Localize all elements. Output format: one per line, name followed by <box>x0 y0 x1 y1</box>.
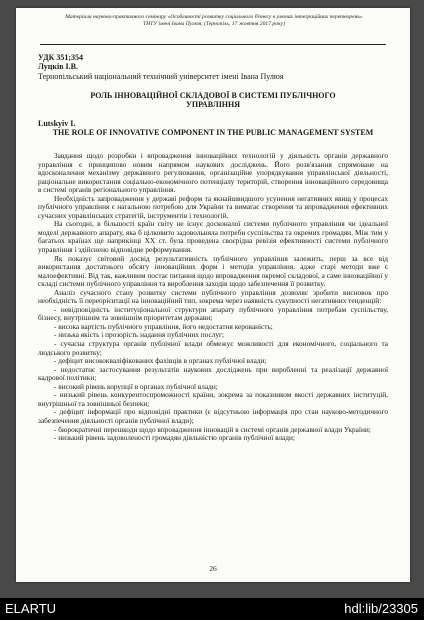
header-rule <box>40 44 386 45</box>
running-header <box>46 14 382 27</box>
list-item: - бюрократичні перешкоди щодо впровадження інновацій в системі органів державної влади України; <box>54 424 371 434</box>
header-line-1: Матеріали науково-практичного семінару «Особливості розвитку соціального бізнесу в умовах інтеграційних перетворень» <box>65 14 363 20</box>
repository-footer-bar <box>0 598 424 620</box>
affiliation: Тернопільський національний технічний університет імені Івана Пулюя <box>38 72 284 81</box>
list-item: - дефіцит висококваліфікованих фахівців в органах публічної влади; <box>54 356 267 366</box>
handle-identifier[interactable]: hdl:lib/23305 <box>344 601 418 616</box>
page-number: 26 <box>209 564 217 573</box>
paragraph: Аналіз сучасного стану розвитку системи публічного управління дозволяє зробити висновок про необхідність її переорієнтації на інноваційний тип, зокрема через наявність сукупності негативних тенденцій: <box>38 287 388 306</box>
author-ukrainian: Луцків І.В. <box>38 62 78 71</box>
list-item: - високий рівень корупції в органах публічної влади; <box>54 381 218 391</box>
paragraph: На сьогодні, в більшості країн світу не існує досконалої системи публічного управління чи ідеальної моделі державного апарату, яка б цілковито задовольняла потреби суспільства та окремих громадян. Між тим у багатьох країнах ще наприкінці ХХ ст. була проведена своєрідна ревізія ефективності системи публічного управління і здійснено відповідне реформування. <box>38 219 388 255</box>
paragraph: Завдання щодо розробки і впровадження інноваційних технологій у діяльність органів державного управління є принципово новим напрямом наукових досліджень. Його розв'язання спрямоване на вдосконалення механізму державного регулювання, організаційне упорядкування управлінської діяльності, раціональне використання соціально-економічного потенціалу територій, створення інноваційного середовища в системі органів регіонального управління. <box>38 151 388 195</box>
list-item: - дефіцит інформації про відповідні практики (є відсутньою інформація про стан науково-методичного забезпечення діяльності органів публічної влади); <box>38 407 388 425</box>
list-item: - недостатнє застосування результатів наукових досліджень при виробленні та реалізації державної кадрової політики; <box>38 364 388 383</box>
document-page <box>16 8 410 582</box>
author-english: Lutskyiv I. <box>38 119 76 128</box>
title-ukrainian: РОЛЬ ІННОВАЦІЙНОЇ СКЛАДОВОЇ В СИСТЕМІ ПУБЛІЧНОГО УПРАВЛІННЯ <box>90 91 336 110</box>
repository-name: ELARTU <box>5 601 57 616</box>
header-line-2: ТНТУ імені Івана Пулюя, (Тернопіль, 17 жовтня 2017 року) <box>143 20 285 27</box>
list-item: - висока вартість публічного управління, його недостатня керованість; <box>54 321 273 331</box>
article-body <box>38 152 388 443</box>
title-english: THE ROLE OF INNOVATIVE COMPONENT IN THE PUBLIC MANAGEMENT SYSTEM <box>52 128 374 137</box>
list-item: - сучасна структура органів публічної влади обмежує можливості для економічного, соціального та людського розвитку; <box>38 339 388 357</box>
list-item: - низький рівень задоволеності громадян діяльністю органів публічної влади; <box>54 433 295 443</box>
paragraph: Як показує світовий досвід результативність публічного управління залежить, перш за все від використання достатнього обсягу інноваційних форм і методів управління, адже старі методи вже є малоефективні. Від так, важливим постає питання щодо впровадження окремої складової, а саме інноваційної у складі системи публічного управління та вироблення заходів щодо забезпечення її розвитку. <box>38 253 388 289</box>
list-item: - невідповідність інституціональної структури апарату публічного управління потребам суспільству, бізнесу, внутрішнім та зовнішнім пріоритетам держави; <box>38 304 388 323</box>
paragraph: Необхідність запровадження у державі реформ та якнайшвидшого усунення негативних явищ у процесах публічного управління є нагальною потребою для України та вимагає створення та впровадження ефективних сучасних управлінських стратегій, інструментів і технологій. <box>38 193 388 220</box>
list-item: - низька якість і прозорість надання публічних послуг; <box>54 330 225 340</box>
list-item: - низький рівень конкурентоспроможності країни, зокрема за показником якості державних інституцій, внутрішньої та зовнішньої безпеки; <box>38 390 388 408</box>
udk-code: УДК 351;354 <box>38 53 84 62</box>
